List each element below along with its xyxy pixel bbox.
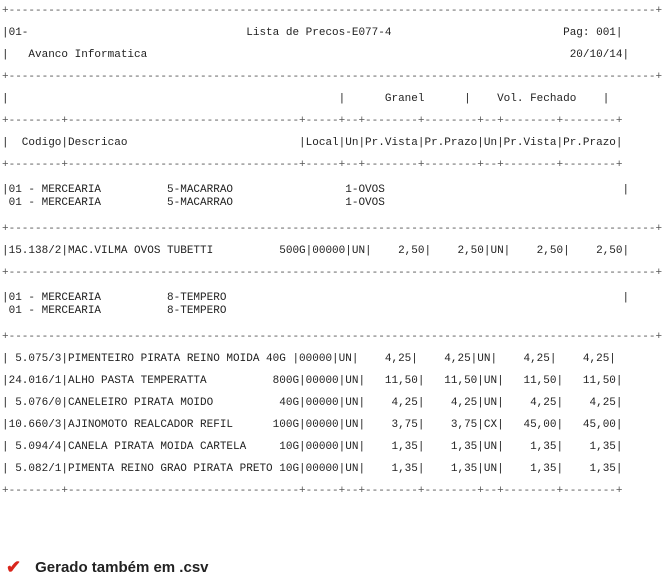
separator: +--------------------------------------------------------------------------------------------------+ bbox=[2, 5, 663, 17]
table-row: | 5.082/1|PIMENTA REINO GRAO PIRATA PRETO 10G|00000|UN| 1,35| 1,35|UN| 1,35| 1,35| bbox=[2, 463, 623, 475]
separator: +--------------------------------------------------------------------------------------------------+ bbox=[2, 223, 663, 235]
table-row: |15.138/2|MAC.VILMA OVOS TUBETTI 500G|00000|UN| 2,50| 2,50|UN| 2,50| 2,50| bbox=[2, 245, 630, 257]
separator: +--------------------------------------------------------------------------------------------------+ bbox=[2, 71, 663, 83]
table-row: | 5.094/4|CANELA PIRATA MOIDA CARTELA 10G|00000|UN| 1,35| 1,35|UN| 1,35| 1,35| bbox=[2, 441, 623, 453]
checkmark-icon: ✔ bbox=[6, 557, 22, 577]
section-subheading: 01 - MERCEARIA 5-MACARRAO 1-OVOS bbox=[2, 197, 385, 209]
column-group-header: | | Granel | Vol. Fechado | bbox=[2, 93, 610, 105]
company-date-line: | Avanco Informatica 20/10/14| bbox=[2, 49, 630, 61]
section-heading: |01 - MERCEARIA 8-TEMPERO | bbox=[2, 292, 630, 304]
table-row: |24.016/1|ALHO PASTA TEMPERATTA 800G|00000|UN| 11,50| 11,50|UN| 11,50| 11,50| bbox=[2, 375, 623, 387]
csv-note-text: Gerado também em .csv bbox=[35, 559, 209, 576]
section-heading: |01 - MERCEARIA 5-MACARRAO 1-OVOS | bbox=[2, 184, 630, 196]
report-title-line: |01- Lista de Precos-E077-4 Pag: 001| bbox=[2, 27, 623, 39]
csv-note bbox=[6, 557, 209, 578]
price-list-report bbox=[2, 0, 672, 502]
table-row: |10.660/3|AJINOMOTO REALCADOR REFIL 100G|00000|UN| 3,75| 3,75|CX| 45,00| 45,00| bbox=[2, 419, 623, 431]
section-subheading: 01 - MERCEARIA 8-TEMPERO bbox=[2, 305, 227, 317]
column-header: | Codigo|Descricao |Local|Un|Pr.Vista|Pr.Prazo|Un|Pr.Vista|Pr.Prazo| bbox=[2, 137, 623, 149]
table-row: | 5.076/0|CANELEIRO PIRATA MOIDO 40G|00000|UN| 4,25| 4,25|UN| 4,25| 4,25| bbox=[2, 397, 623, 409]
separator: +--------+-----------------------------------+-----+--+--------+--------+--+--------+--------+ bbox=[2, 159, 623, 171]
separator: +--------+-----------------------------------+-----+--+--------+--------+--+--------+--------+ bbox=[2, 115, 623, 127]
table-row: | 5.075/3|PIMENTEIRO PIRATA REINO MOIDA 40G |00000|UN| 4,25| 4,25|UN| 4,25| 4,25| bbox=[2, 353, 616, 365]
separator: +--------------------------------------------------------------------------------------------------+ bbox=[2, 331, 663, 343]
separator: +--------------------------------------------------------------------------------------------------+ bbox=[2, 267, 663, 279]
separator: +--------+-----------------------------------+-----+--+--------+--------+--+--------+--------+ bbox=[2, 485, 623, 497]
